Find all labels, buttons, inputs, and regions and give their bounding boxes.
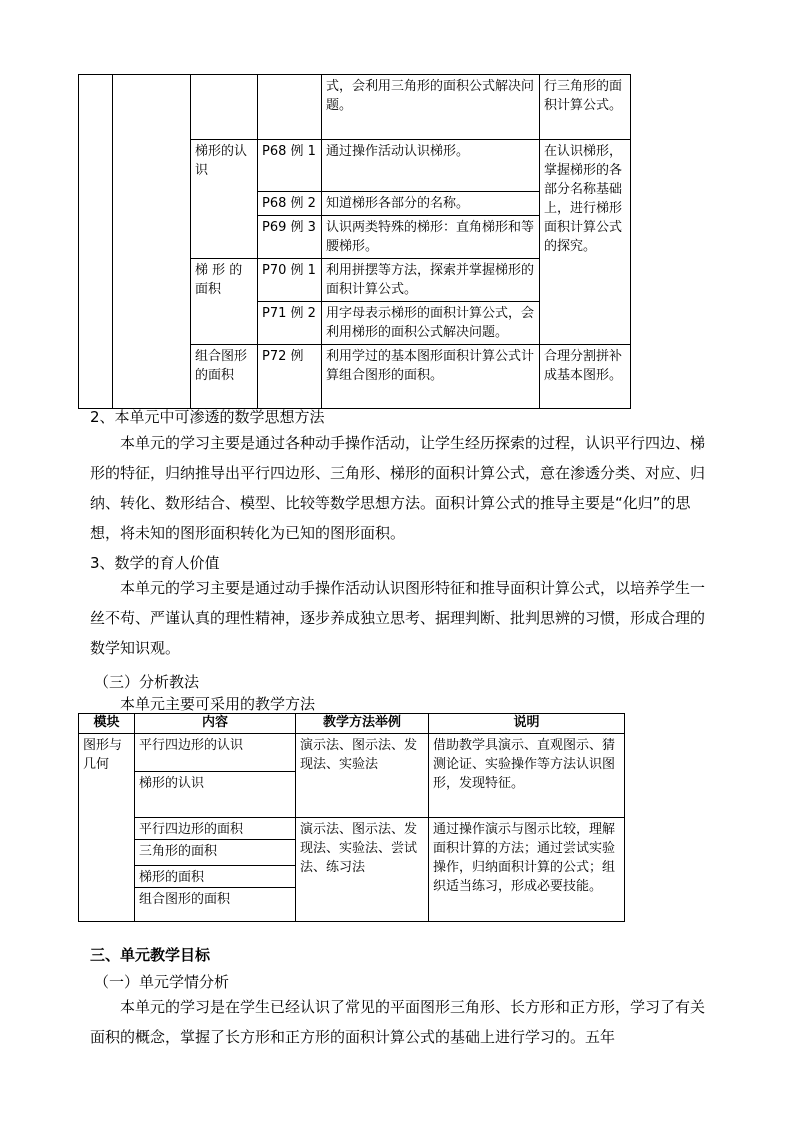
column-header: 教学方法举例 (296, 714, 429, 734)
topic-cell (191, 75, 258, 140)
unit-cell (113, 75, 191, 409)
page-cell: P71 例 2 (258, 302, 322, 345)
list-item: 组合图形的面积 (139, 892, 231, 907)
teaching-method-table (78, 713, 625, 922)
content-cell: 利用学过的基本图形面积计算公式计算组合图形的面积。 (322, 345, 540, 409)
method-cell: 演示法、图示法、发现法、实验法 (296, 734, 429, 818)
page-cell: P68 例 1 (258, 140, 322, 192)
note-cell: 在认识梯形，掌握梯形的各部分名称基础上，进行梯形面积计算公式的探究。 (540, 140, 631, 345)
topic-cell: 梯形的认识 (191, 140, 258, 259)
section-heading: （三）分析教法 (94, 673, 200, 691)
content-cell: 式，会利用三角形的面积公式解决问题。 (322, 75, 540, 140)
page-cell: P72 例 (258, 345, 322, 409)
column-header: 内容 (135, 714, 296, 734)
paragraph: 本单元的学习是在学生已经认识了常见的平面图形三角形、长方形和正方形，学习了有关面积的概念，掌握了长方形和正方形的面积计算公式的基础上进行学习的。五年 (90, 998, 706, 1046)
page-cell: P68 例 2 (258, 192, 322, 216)
module-cell (79, 75, 113, 409)
column-header: 模块 (79, 714, 135, 734)
section-heading: 三、单元教学目标 (90, 946, 211, 964)
content-cell: 用字母表示梯形的面积计算公式，会利用梯形的面积公式解决问题。 (322, 302, 540, 345)
module-cell: 图形与几何 (79, 734, 135, 922)
list-item: 平行四边形的面积 (135, 818, 295, 840)
paragraph: 本单元的学习主要是通过各种动手操作活动，让学生经历探索的过程，认识平行四边、梯形的特征，归纳推导出平行四边形、三角形、梯形的面积计算公式，意在渗透分类、对应、归纳、转化、数形结合、模型、比较等数学思想方法。面积计算公式的推导主要是“化归”的思想，将未知的图形面积转化为已知的图形面积。 (90, 434, 706, 542)
content-cell (135, 734, 296, 818)
paragraph: 本单元的学习主要是通过动手操作活动认识图形特征和推导面积计算公式，以培养学生一丝不苟、严谨认真的理性精神，逐步养成独立思考、据理判断、批判思辨的习惯，形成合理的数学知识观。 (90, 579, 706, 657)
note-cell: 借助教学具演示、直观图示、猜测论证、实验操作等方法认识图形，发现特征。 (429, 734, 625, 818)
unit-content-table (78, 74, 631, 409)
table-row (79, 734, 625, 818)
content-cell: 知道梯形各部分的名称。 (322, 192, 540, 216)
subheading: 本单元主要可采用的教学方法 (120, 695, 316, 713)
topic-cell: 组合图形的面积 (191, 345, 258, 409)
note-cell: 合理分割拼补成基本图形。 (540, 345, 631, 409)
content-cell: 认识两类特殊的梯形：直角梯形和等腰梯形。 (322, 216, 540, 259)
column-header: 说明 (429, 714, 625, 734)
topic-cell: 梯 形 的面积 (191, 259, 258, 345)
list-item: 平行四边形的认识 (135, 734, 295, 772)
page-cell: P70 例 1 (258, 259, 322, 302)
subheading: （一）单元学情分析 (94, 973, 230, 991)
note-cell: 行三角形的面积计算公式。 (540, 75, 631, 140)
table-row (79, 75, 631, 140)
note-cell: 通过操作演示与图示比较，理解面积计算的方法；通过尝试实验操作，归纳面积计算的公式；组织适当练习，形成必要技能。 (429, 818, 625, 922)
list-item: 梯形的认识 (139, 776, 205, 791)
list-item: 梯形的面积 (135, 866, 295, 888)
page-cell (258, 75, 322, 140)
table-row (79, 818, 625, 922)
section-heading: 3、数学的育人价值 (90, 554, 220, 572)
table-header-row (79, 714, 625, 734)
content-cell: 利用拼摆等方法，探索并掌握梯形的面积计算公式。 (322, 259, 540, 302)
content-cell: 通过操作活动认识梯形。 (322, 140, 540, 192)
list-item: 三角形的面积 (135, 840, 295, 866)
page-cell: P69 例 3 (258, 216, 322, 259)
content-cell (135, 818, 296, 922)
method-cell: 演示法、图示法、发现法、实验法、尝试法、练习法 (296, 818, 429, 922)
section-heading: 2、本单元中可渗透的数学思想方法 (90, 408, 325, 426)
